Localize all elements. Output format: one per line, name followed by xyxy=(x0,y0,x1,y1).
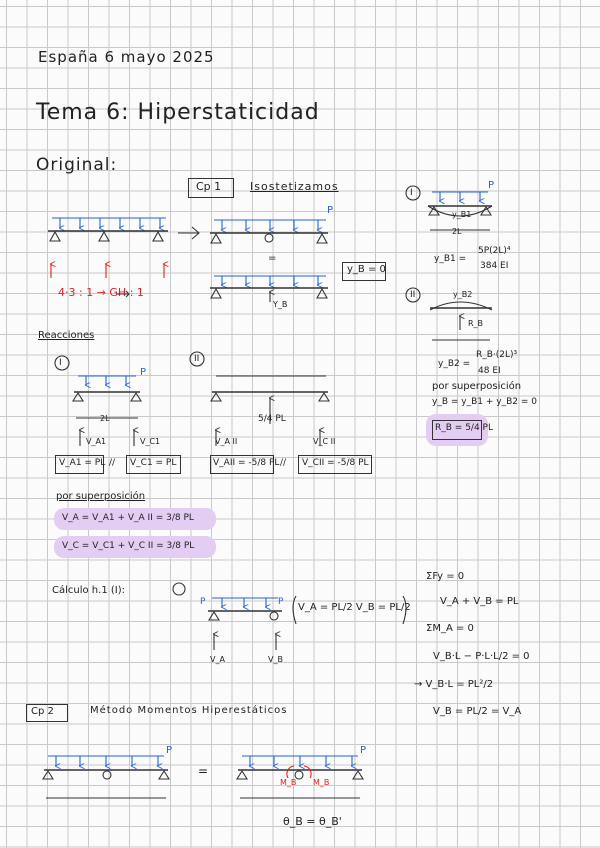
cp2-m-right: M_B xyxy=(313,778,330,787)
rp-case2-lhs: y_B2 = xyxy=(438,359,471,369)
tramo-load-right: P xyxy=(278,597,284,607)
tramo-sum-fy: ΣFy = 0 xyxy=(426,571,465,582)
r-case1-va: V_A1 xyxy=(86,437,107,446)
cp2-label: Método Momentos Hiperestáticos xyxy=(90,705,288,716)
cp1-unknown: Y_B xyxy=(273,300,288,309)
date-text: España 6 mayo 2025 xyxy=(38,48,215,66)
r-case2-res-a: V_AII = -5/8 PL xyxy=(213,458,280,468)
rp-case1-den-f: 384 EI xyxy=(480,261,509,271)
r-case1-res-c: V_C1 = PL xyxy=(130,458,177,468)
r-eq1: V_A = V_A1 + V_A II = 3/8 PL xyxy=(62,513,194,523)
r-superposition: por superposición xyxy=(56,491,146,502)
cp1-tag: Cp 1 xyxy=(196,180,222,193)
hyperstatic-degree: 4·3 : 1 → GH : 1 xyxy=(58,286,144,299)
r-case1-num: I xyxy=(59,358,62,368)
tramo-va: V_A xyxy=(210,655,225,664)
r-case1-sep: // xyxy=(109,458,116,468)
cp1-condition: y_B = 0 xyxy=(347,264,386,275)
r-case2-res-c: V_CII = -5/8 PL xyxy=(302,458,369,468)
r-case1-load: P xyxy=(140,367,147,378)
rp-case1-dim: 2L xyxy=(452,227,462,236)
rp-sum-eq: y_B = y_B1 + y_B2 = 0 xyxy=(432,397,537,407)
tramo-vb: V_B xyxy=(268,655,283,664)
rp-case1-lhs: y_B1 = xyxy=(434,254,467,264)
tramo-eq-m1: V_B·L − P·L·L/2 = 0 xyxy=(433,651,530,662)
original-heading: Original: xyxy=(36,155,118,175)
rp-result: R_B = 5/4 PL xyxy=(435,423,493,433)
rp-case1-label: y_B1 xyxy=(452,210,472,219)
cp1-equals: = xyxy=(268,253,277,264)
cp2-final: θ_B = θ_B' xyxy=(283,815,342,828)
r-case1-res-a: V_A1 = PL xyxy=(59,458,106,468)
rp-case2-label: y_B2 xyxy=(453,290,473,299)
tramo-eq-fy: V_A + V_B = PL xyxy=(440,596,519,607)
rp-case2-force: R_B xyxy=(468,319,484,328)
rp-case2-num-f: R_B·(2L)³ xyxy=(476,350,518,360)
cp2-load-right: P xyxy=(360,745,367,756)
cp1-label: Isostetizamos xyxy=(250,180,339,193)
r-case2-sep: // xyxy=(280,458,287,468)
tramo-load-left: P xyxy=(200,597,206,607)
rp-superposition: por superposición xyxy=(432,381,522,392)
rp-case2-num: II xyxy=(410,290,416,300)
tramo-eq-m3: V_B = PL/2 = V_A xyxy=(433,706,522,717)
rp-case1-load: P xyxy=(488,180,495,191)
tramo-box: V_A = PL/2 V_B = PL/2 xyxy=(298,602,411,613)
tramo-sum-m: ΣM_A = 0 xyxy=(426,623,474,634)
cp1-load-label: P xyxy=(327,205,334,216)
cp2-m-left: M_B xyxy=(280,778,297,787)
r-eq2: V_C = V_C1 + V_C II = 3/8 PL xyxy=(62,541,195,551)
page-title: Tema 6: Hiperstaticidad xyxy=(36,100,320,125)
tramo-eq-m2: → V_B·L = PL²/2 xyxy=(414,679,494,690)
cp2-equals: = xyxy=(198,764,209,778)
r-case2-va: V_A II xyxy=(215,437,238,446)
cp2-tag: Cp 2 xyxy=(31,706,54,717)
tramo-label: Cálculo h.1 (I): xyxy=(52,585,125,596)
r-case1-vc: V_C1 xyxy=(140,437,161,446)
r-case2-num: II xyxy=(194,354,200,364)
rp-case2-den-f: 48 EI xyxy=(478,366,501,376)
rp-case1-num: I xyxy=(410,188,413,198)
r-case2-force: 5/4 PL xyxy=(258,414,286,424)
r-case2-vc: V_C II xyxy=(313,437,336,446)
rp-case1-num-f: 5P(2L)⁴ xyxy=(478,246,511,256)
cp2-load-left: P xyxy=(166,745,173,756)
r-case1-dim: 2L xyxy=(100,414,110,423)
reactions-title: Reacciones xyxy=(38,330,95,341)
